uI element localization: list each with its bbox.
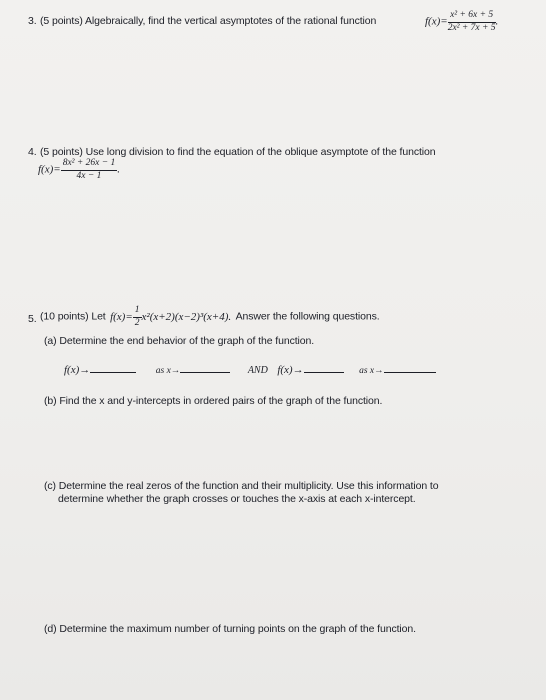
part-b-prompt: (b) Find the x and y-intercepts in ordered pairs of the graph of the function. [44,395,383,407]
fx-arrow-left: f(x)→ [64,364,91,376]
question-4-denominator: 4x − 1 [76,170,102,181]
question-5-prompt [40,306,380,328]
question-5-fx: f(x)= [110,310,133,323]
question-3-number: 3. [28,15,37,27]
part-c-prompt-line-2: determine whether the graph crosses or touches the x-axis at each x-intercept. [58,493,416,505]
as-x-right: as x→ [359,366,384,376]
end-behavior-blank-1[interactable] [90,363,136,373]
and-label: AND [247,365,268,376]
question-5-half-num: 1 [133,306,142,318]
question-4-period: . [117,163,121,176]
as-x-left: as x→ [155,366,181,376]
question-4-number: 4. [28,146,37,158]
end-behavior-blank-4[interactable] [384,363,436,373]
question-4-fraction [61,158,121,181]
part-c-prompt-line-1: (c) Determine the real zeros of the function and their multiplicity. Use this information to [44,480,439,492]
question-4-fx: f(x)= [38,163,61,176]
question-5-number: 5. [28,313,37,325]
question-3-numerator: x² + 6x + 5 [448,11,496,23]
end-behavior-blank-2[interactable] [180,363,230,373]
question-5-half [133,306,142,328]
question-5-function [110,305,232,328]
question-4-numerator: 8x² + 26x − 1 [61,159,118,171]
question-3-period: . [495,15,499,28]
question-4-text: (5 points) Use long division to find the equation of the oblique asymptote of the function [40,146,436,158]
question-5-text-after: Answer the following questions. [235,310,380,323]
part-a-prompt: (a) Determine the end behavior of the graph of the function. [44,335,315,347]
part-d-prompt: (d) Determine the maximum number of turning points on the graph of the function. [44,623,416,635]
fx-arrow-right: f(x)→ [277,364,304,376]
question-4-function [38,159,120,181]
question-5-function-rest: x²(x+2)(x−2)³(x+4). [141,310,232,323]
question-3-text: (5 points) Algebraically, find the vertical asymptotes of the rational function [40,15,377,27]
question-5-text-before: (10 points) Let [40,310,106,323]
question-5-half-den: 2 [134,317,140,328]
end-behavior-line [64,363,484,376]
question-3-fx: f(x)= [425,15,448,28]
question-3-denominator: 2x² + 7x + 5 [447,22,496,33]
question-3-fraction [448,11,496,33]
end-behavior-blank-3[interactable] [304,363,344,373]
question-3-function [425,11,498,33]
